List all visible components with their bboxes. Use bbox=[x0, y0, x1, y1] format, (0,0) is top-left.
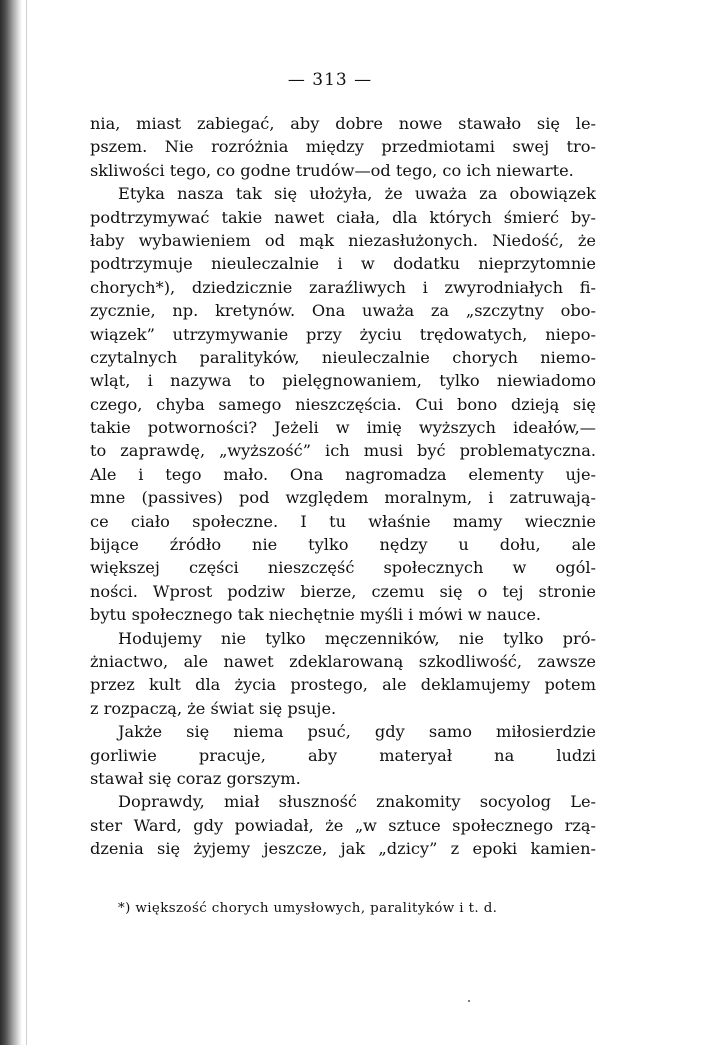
text-line: to zaprawdę, „wyższość” ich musi być problematyczna. bbox=[90, 441, 596, 461]
text-line: zycznie, np. kretynów. Ona uważa za „szczytny obo- bbox=[90, 301, 596, 321]
body-text bbox=[90, 112, 596, 861]
text-line: przez kult dla życia prostego, ale deklamujemy potem bbox=[90, 675, 596, 695]
text-line: nia, miast zabiegać, aby dobre nowe stawało się le- bbox=[90, 114, 596, 133]
text-line: bytu społecznego tak niechętnie myśli i mówi w nauce. bbox=[90, 605, 542, 625]
text-line: ce ciało społeczne. I tu właśnie mamy wiecznie bbox=[90, 511, 596, 531]
text-line: z rozpaczą, że świat się psuje. bbox=[90, 698, 337, 718]
page-gutter-line bbox=[26, 0, 27, 1045]
text-line: podtrzymywać takie nawet ciała, dla których śmierć by- bbox=[90, 207, 596, 227]
text-line: wląt, i nazywa to pielęgnowaniem, tylko niewiadomo bbox=[90, 371, 596, 391]
text-line: łaby wybawieniem od mąk niezasłużonych. Niedość, że bbox=[90, 230, 596, 250]
page-number: — 313 — bbox=[287, 70, 373, 90]
paragraph-start-line: Etyka nasza tak się ułożyła, że uważa za obowiązek bbox=[118, 184, 596, 204]
text-line: dzenia się żyjemy jeszcze, jak „dzicy” z epoki kamien- bbox=[90, 839, 596, 859]
text-line: wiązek” utrzymywanie przy życiu trędowatych, niepo- bbox=[90, 324, 596, 344]
text-line: pszem. Nie rozróżnia między przedmiotami swej tro- bbox=[90, 137, 596, 157]
paragraph-start-line: Jakże się niema psuć, gdy samo miłosierdzie bbox=[118, 722, 596, 742]
text-line: ności. Wprost podziw bierze, czemu się o tej stronie bbox=[90, 581, 596, 601]
footnote: *) większość chorych umysłowych, paralityków i t. d. bbox=[118, 901, 498, 916]
text-line: czego, chyba samego nieszczęścia. Cui bono dzieją się bbox=[90, 394, 596, 414]
text-line: Ale i tego mało. Ona nagromadza elementy uje- bbox=[90, 464, 596, 484]
text-line: większej części nieszczęść społecznych w ogól- bbox=[90, 558, 596, 578]
text-line: gorliwie pracuje, aby materyał na ludzi bbox=[90, 745, 596, 765]
paragraph-start-line: Hodujemy nie tylko męczenników, nie tylko pró- bbox=[118, 628, 596, 648]
paragraph-start-line: Doprawdy, miał słuszność znakomity socyolog Le- bbox=[118, 792, 596, 812]
text-line: bijące źródło nie tylko nędzy u dołu, ale bbox=[90, 535, 596, 555]
text-line: żniactwo, ale nawet zdeklarowaną szkodliwość, zawsze bbox=[90, 651, 596, 671]
text-line: podtrzymuje nieuleczalnie i w dodatku nieprzytomnie bbox=[90, 254, 596, 274]
text-line: stawał się coraz gorszym. bbox=[90, 768, 301, 788]
paper-speck bbox=[468, 1000, 470, 1002]
text-line: takie potworności? Jeżeli w imię wyższych ideałów,— bbox=[90, 418, 596, 438]
text-line: chorych*), dziedzicznie zaraźliwych i zwyrodniałych fi- bbox=[90, 277, 596, 297]
text-line: mne (passives) pod względem moralnym, i zatruwają- bbox=[90, 488, 596, 508]
text-line: czytalnych paralityków, nieuleczalnie chorych niemo- bbox=[90, 347, 596, 367]
text-line: ster Ward, gdy powiadał, że „w sztuce społecznego rzą- bbox=[90, 815, 596, 835]
text-line: skliwości tego, co godne trudów—od tego, co ich niewarte. bbox=[90, 160, 574, 180]
book-binding-edge bbox=[0, 0, 22, 1045]
